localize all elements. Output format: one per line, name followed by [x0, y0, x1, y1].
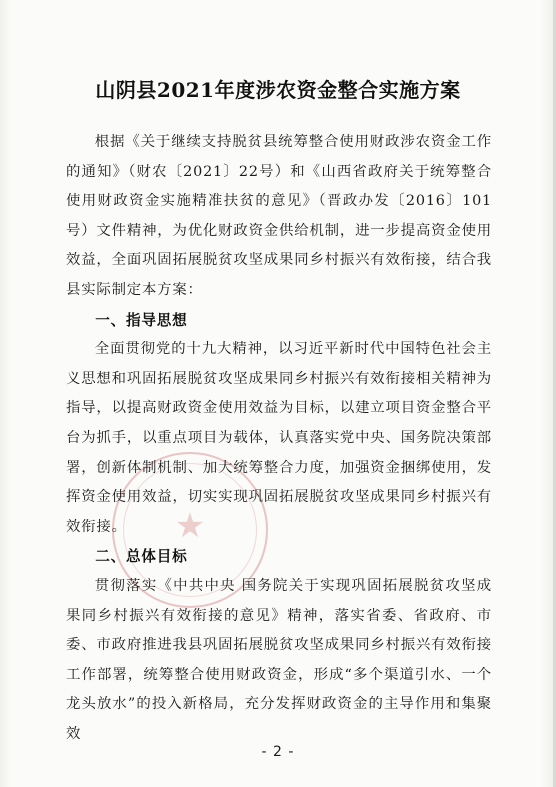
document-body — [66, 128, 492, 749]
guiding-ideology-paragraph: 全面贯彻党的十九大精神，以习近平新时代中国特色社会主义思想和巩固拓展脱贫攻坚成果同乡村振兴有效衔接相关精神为指导，以提高财政资金使用效益为目标，以建立项目资金整合平台为抓手，以重点项目为载体，认真落实党中央、国务院决策部署，创新体制机制、加大统筹整合力度，加强资金捆绑使用，发挥资金使用效益，切实实现巩固拓展脱贫攻坚成果同乡村振兴有效衔接。 — [66, 341, 492, 535]
seal-star-icon: ★ — [174, 506, 206, 546]
intro-paragraph: 根据《关于继续支持脱贫县统筹整合使用财政涉农资金工作的通知》（财农〔2021〕22号）和《山西省政府关于统筹整合使用财政资金实施精准扶贫的意见》（晋政办发〔2016〕101号）文件精神，为优化财政资金供给机制，进一步提高资金使用效益，全面巩固拓展脱贫攻坚成果同乡村振兴有效衔接，结合我县实际制定本方案： — [66, 134, 492, 298]
page-number: - 2 - — [261, 744, 295, 760]
document-title: 山阴县2021年度涉农资金整合实施方案 — [95, 78, 461, 102]
overall-goal-paragraph: 贯彻落实《中共中央 国务院关于实现巩固拓展脱贫攻坚成果同乡村振兴有效衔接的意见》精神，落实省委、省政府、市委、市政府推进我县巩固拓展脱贫攻坚成果同乡村振兴有效衔接工作部署，统筹整合使用财政资金，形成“多个渠道引水、一个龙头放水”的投入新格局，充分发挥财政资金的主导作用和集聚效 — [66, 577, 492, 742]
section-heading-overall-goal: 二、总体目标 — [95, 548, 188, 566]
section-heading-guiding-ideology: 一、指导思想 — [95, 311, 188, 329]
